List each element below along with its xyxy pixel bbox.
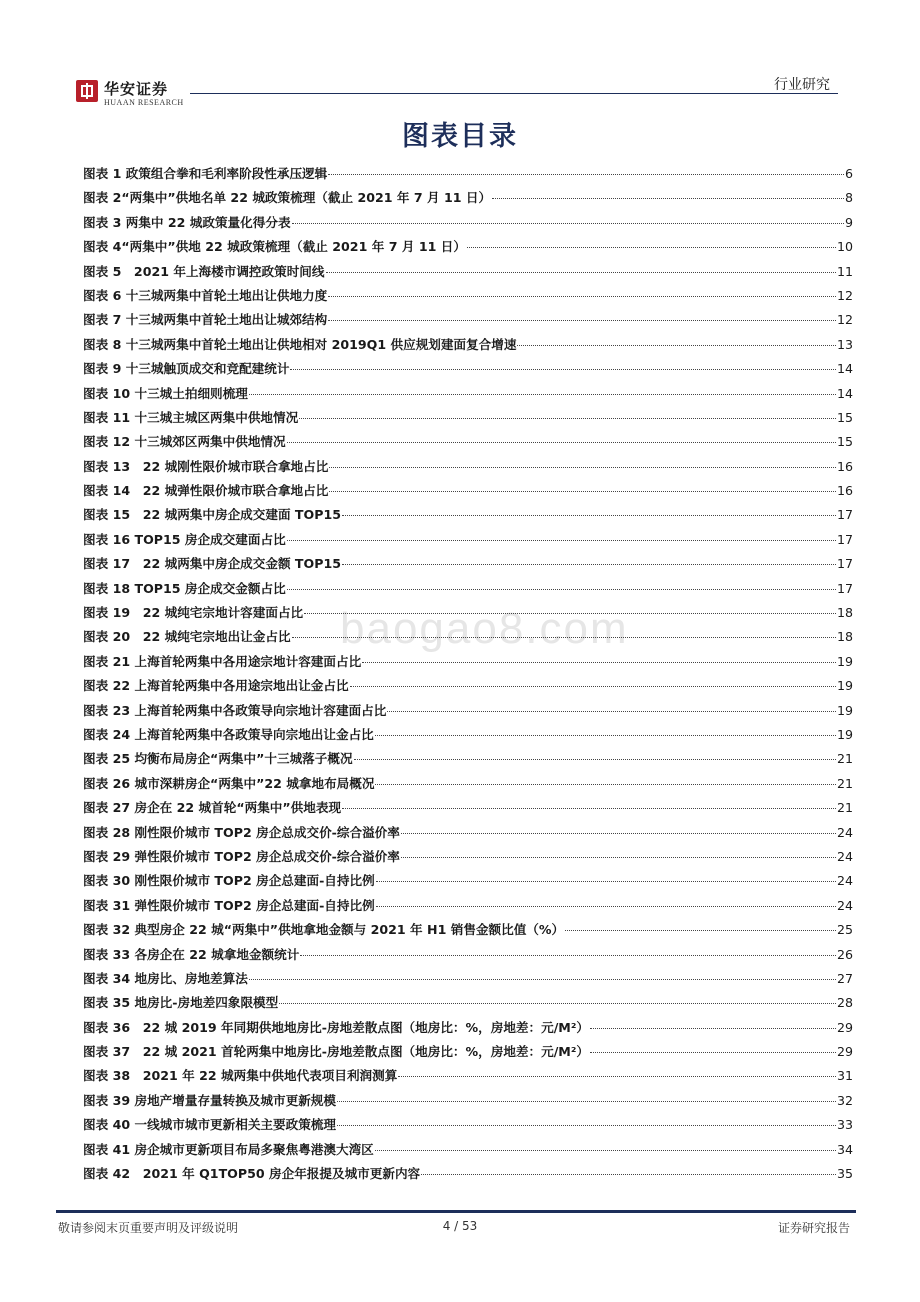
toc-entry[interactable] bbox=[83, 651, 853, 675]
logo-chinese-name: 华安证券 bbox=[104, 80, 169, 98]
toc-leader-dots bbox=[300, 955, 836, 956]
toc-entry-page: 17 bbox=[836, 556, 853, 572]
toc-entry-label: 图表 31 弹性限价城市 TOP2 房企总建面-自持比例 bbox=[83, 897, 375, 913]
toc-entry[interactable] bbox=[83, 163, 853, 187]
toc-entry[interactable] bbox=[83, 822, 853, 846]
toc-entry-label: 图表 14 22 城弹性限价城市联合拿地占比 bbox=[83, 483, 329, 499]
page-number: 4 / 53 bbox=[442, 1219, 478, 1233]
toc-leader-dots bbox=[375, 1150, 836, 1151]
toc-leader-dots bbox=[590, 1028, 836, 1029]
toc-entry-page: 15 bbox=[836, 409, 853, 425]
toc-entry-page: 28 bbox=[836, 995, 853, 1011]
toc-entry-page: 27 bbox=[836, 970, 853, 986]
toc-entry-page: 19 bbox=[836, 678, 853, 694]
toc-entry-page: 32 bbox=[836, 1092, 853, 1108]
toc-entry-page: 24 bbox=[836, 873, 853, 889]
toc-leader-dots bbox=[328, 174, 844, 175]
toc-entry[interactable] bbox=[83, 724, 853, 748]
toc-entry[interactable] bbox=[83, 529, 853, 553]
toc-leader-dots bbox=[350, 686, 836, 687]
toc-entry[interactable] bbox=[83, 675, 853, 699]
toc-entry[interactable] bbox=[83, 797, 853, 821]
table-of-figures bbox=[83, 163, 853, 1187]
toc-entry-page: 12 bbox=[836, 312, 853, 328]
toc-entry-page: 34 bbox=[836, 1141, 853, 1157]
toc-entry-label: 图表 8 十三城两集中首轮土地出让供地相对 2019Q1 供应规划建面复合增速 bbox=[83, 336, 517, 352]
toc-leader-dots bbox=[329, 467, 836, 468]
toc-leader-dots bbox=[467, 247, 836, 248]
toc-leader-dots bbox=[304, 613, 836, 614]
toc-entry-page: 19 bbox=[836, 702, 853, 718]
toc-entry-label: 图表 18 TOP15 房企成交金额占比 bbox=[83, 580, 286, 596]
toc-entry[interactable] bbox=[83, 944, 853, 968]
watermark: baogao8.com bbox=[340, 604, 629, 653]
toc-entry-page: 35 bbox=[836, 1166, 853, 1182]
toc-entry-label: 图表 7 十三城两集中首轮土地出让城郊结构 bbox=[83, 312, 328, 328]
toc-entry-page: 13 bbox=[836, 336, 853, 352]
toc-entry[interactable] bbox=[83, 870, 853, 894]
toc-entry[interactable] bbox=[83, 1114, 853, 1138]
toc-entry[interactable] bbox=[83, 1065, 853, 1089]
toc-entry-label: 图表 2“两集中”供地名单 22 城政策梳理（截止 2021 年 7 月 11 日） bbox=[83, 190, 492, 206]
toc-leader-dots bbox=[328, 296, 836, 297]
toc-leader-dots bbox=[401, 857, 836, 858]
toc-entry-label: 图表 40 一线城市城市更新相关主要政策梳理 bbox=[83, 1117, 336, 1133]
toc-leader-dots bbox=[299, 418, 836, 419]
toc-entry-page: 12 bbox=[836, 287, 853, 303]
toc-leader-dots bbox=[279, 1003, 836, 1004]
toc-entry-page: 18 bbox=[836, 605, 853, 621]
toc-entry-label: 图表 16 TOP15 房企成交建面占比 bbox=[83, 531, 286, 547]
toc-entry-page: 19 bbox=[836, 726, 853, 742]
toc-entry-label: 图表 34 地房比、房地差算法 bbox=[83, 970, 248, 986]
toc-entry[interactable] bbox=[83, 553, 853, 577]
toc-entry-page: 14 bbox=[836, 385, 853, 401]
toc-entry-page: 16 bbox=[836, 458, 853, 474]
toc-entry-page: 21 bbox=[836, 751, 853, 767]
toc-entry[interactable] bbox=[83, 748, 853, 772]
toc-entry[interactable] bbox=[83, 236, 853, 260]
toc-entry[interactable] bbox=[83, 187, 853, 211]
toc-entry[interactable] bbox=[83, 578, 853, 602]
page-header bbox=[0, 0, 920, 110]
toc-entry[interactable] bbox=[83, 602, 853, 626]
toc-entry-label: 图表 6 十三城两集中首轮土地出让供地力度 bbox=[83, 287, 328, 303]
toc-entry[interactable] bbox=[83, 480, 853, 504]
header-divider bbox=[190, 93, 838, 94]
toc-entry-label: 图表 32 典型房企 22 城“两集中”供地拿地金额与 2021 年 H1 销售金额比值（%） bbox=[83, 922, 565, 938]
toc-entry-label: 图表 25 均衡布局房企“两集中”十三城落子概况 bbox=[83, 751, 353, 767]
toc-leader-dots bbox=[290, 369, 836, 370]
toc-leader-dots bbox=[337, 1101, 836, 1102]
toc-entry-page: 24 bbox=[836, 897, 853, 913]
toc-entry-page: 16 bbox=[836, 483, 853, 499]
toc-entry-label: 图表 28 刚性限价城市 TOP2 房企总成交价-综合溢价率 bbox=[83, 824, 400, 840]
toc-entry-page: 19 bbox=[836, 653, 853, 669]
toc-entry[interactable] bbox=[83, 407, 853, 431]
toc-leader-dots bbox=[375, 735, 836, 736]
toc-entry-label: 图表 33 各房企在 22 城拿地金额统计 bbox=[83, 946, 300, 962]
toc-entry[interactable] bbox=[83, 992, 853, 1016]
toc-leader-dots bbox=[287, 442, 836, 443]
footer-report-type: 证券研究报告 bbox=[777, 1221, 850, 1235]
toc-entry-page: 17 bbox=[836, 507, 853, 523]
toc-entry[interactable] bbox=[83, 1090, 853, 1114]
toc-entry-page: 6 bbox=[844, 166, 853, 181]
toc-entry-page: 29 bbox=[836, 1019, 853, 1035]
toc-entry-page: 24 bbox=[836, 848, 853, 864]
toc-leader-dots bbox=[342, 808, 836, 809]
toc-entry-label: 图表 24 上海首轮两集中各政策导向宗地出让金占比 bbox=[83, 726, 374, 742]
toc-leader-dots bbox=[249, 979, 836, 980]
toc-entry-label: 图表 38 2021 年 22 城两集中供地代表项目利润测算 bbox=[83, 1068, 398, 1084]
toc-leader-dots bbox=[292, 223, 844, 224]
toc-leader-dots bbox=[376, 906, 836, 907]
toc-entry-label: 图表 20 22 城纯宅宗地出让金占比 bbox=[83, 629, 291, 645]
toc-leader-dots bbox=[492, 198, 844, 199]
toc-entry-label: 图表 12 十三城郊区两集中供地情况 bbox=[83, 434, 286, 450]
toc-entry-page: 10 bbox=[836, 239, 853, 255]
toc-entry-label: 图表 22 上海首轮两集中各用途宗地出让金占比 bbox=[83, 678, 349, 694]
toc-leader-dots bbox=[362, 662, 836, 663]
section-tag: 行业研究 bbox=[774, 77, 830, 93]
toc-entry-page: 9 bbox=[844, 214, 853, 230]
toc-entry[interactable] bbox=[83, 334, 853, 358]
toc-entry-label: 图表 1 政策组合拳和毛利率阶段性承压逻辑 bbox=[83, 166, 328, 181]
toc-leader-dots bbox=[354, 759, 836, 760]
toc-leader-dots bbox=[421, 1174, 836, 1175]
toc-entry[interactable] bbox=[83, 212, 853, 236]
toc-entry-page: 26 bbox=[836, 946, 853, 962]
toc-entry[interactable] bbox=[83, 1163, 853, 1187]
toc-leader-dots bbox=[329, 491, 836, 492]
toc-entry-page: 14 bbox=[836, 361, 853, 377]
toc-entry-label: 图表 9 十三城触顶成交和竞配建统计 bbox=[83, 361, 290, 377]
footer-divider bbox=[56, 1210, 856, 1213]
toc-entry-label: 图表 41 房企城市更新项目布局多聚焦粤港澳大湾区 bbox=[83, 1141, 374, 1157]
toc-leader-dots bbox=[565, 930, 836, 931]
toc-entry[interactable] bbox=[83, 895, 853, 919]
toc-leader-dots bbox=[342, 564, 836, 565]
toc-entry-label: 图表 19 22 城纯宅宗地计容建面占比 bbox=[83, 605, 304, 621]
toc-entry-page: 17 bbox=[836, 580, 853, 596]
toc-entry[interactable] bbox=[83, 285, 853, 309]
toc-entry-page: 29 bbox=[836, 1044, 853, 1060]
toc-leader-dots bbox=[342, 515, 836, 516]
toc-leader-dots bbox=[387, 711, 836, 712]
toc-entry-page: 24 bbox=[836, 824, 853, 840]
toc-entry-page: 33 bbox=[836, 1117, 853, 1133]
toc-entry-label: 图表 30 刚性限价城市 TOP2 房企总建面-自持比例 bbox=[83, 873, 375, 889]
toc-leader-dots bbox=[517, 345, 836, 346]
toc-entry-label: 图表 10 十三城土拍细则梳理 bbox=[83, 385, 248, 401]
huaan-logo-icon bbox=[76, 80, 98, 102]
toc-entry-label: 图表 29 弹性限价城市 TOP2 房企总成交价-综合溢价率 bbox=[83, 848, 400, 864]
toc-leader-dots bbox=[287, 540, 836, 541]
toc-entry-page: 18 bbox=[836, 629, 853, 645]
toc-leader-dots bbox=[401, 833, 836, 834]
toc-entry-label: 图表 15 22 城两集中房企成交建面 TOP15 bbox=[83, 507, 341, 523]
toc-entry[interactable] bbox=[83, 1139, 853, 1163]
toc-entry[interactable] bbox=[83, 968, 853, 992]
toc-entry-label: 图表 26 城市深耕房企“两集中”22 城拿地布局概况 bbox=[83, 775, 375, 791]
toc-entry-label: 图表 11 十三城主城区两集中供地情况 bbox=[83, 409, 299, 425]
toc-entry-label: 图表 21 上海首轮两集中各用途宗地计容建面占比 bbox=[83, 653, 362, 669]
logo-english-name: HUAAN RESEARCH bbox=[104, 98, 184, 107]
toc-leader-dots bbox=[326, 272, 836, 273]
toc-entry-label: 图表 39 房地产增量存量转换及城市更新规模 bbox=[83, 1092, 336, 1108]
toc-leader-dots bbox=[328, 320, 836, 321]
toc-entry-label: 图表 13 22 城刚性限价城市联合拿地占比 bbox=[83, 458, 329, 474]
toc-entry-page: 8 bbox=[844, 190, 853, 206]
toc-entry[interactable] bbox=[83, 431, 853, 455]
toc-leader-dots bbox=[249, 394, 836, 395]
toc-entry[interactable] bbox=[83, 626, 853, 650]
page-title: 图表目录 bbox=[402, 121, 518, 152]
toc-entry-page: 15 bbox=[836, 434, 853, 450]
footer-disclaimer: 敬请参阅末页重要声明及评级说明 bbox=[58, 1221, 239, 1235]
toc-entry-label: 图表 37 22 城 2021 首轮两集中地房比-房地差散点图（地房比：%，房地差：元/M²） bbox=[83, 1044, 589, 1060]
toc-entry[interactable] bbox=[83, 504, 853, 528]
toc-entry[interactable] bbox=[83, 1017, 853, 1041]
toc-entry[interactable] bbox=[83, 309, 853, 333]
toc-entry-page: 17 bbox=[836, 531, 853, 547]
toc-entry[interactable] bbox=[83, 846, 853, 870]
toc-entry[interactable] bbox=[83, 700, 853, 724]
toc-entry-label: 图表 27 房企在 22 城首轮“两集中”供地表现 bbox=[83, 800, 342, 816]
toc-entry-page: 21 bbox=[836, 800, 853, 816]
toc-entry-label: 图表 3 两集中 22 城政策量化得分表 bbox=[83, 214, 291, 230]
toc-entry-label: 图表 36 22 城 2019 年同期供地地房比-房地差散点图（地房比：%，房地差：元/M²） bbox=[83, 1019, 589, 1035]
toc-entry[interactable] bbox=[83, 358, 853, 382]
toc-entry-page: 11 bbox=[836, 263, 853, 279]
toc-leader-dots bbox=[287, 589, 836, 590]
toc-entry-label: 图表 35 地房比-房地差四象限模型 bbox=[83, 995, 279, 1011]
toc-entry[interactable] bbox=[83, 773, 853, 797]
toc-leader-dots bbox=[337, 1125, 836, 1126]
toc-entry-label: 图表 23 上海首轮两集中各政策导向宗地计容建面占比 bbox=[83, 702, 387, 718]
toc-entry-page: 25 bbox=[836, 922, 853, 938]
toc-leader-dots bbox=[590, 1052, 836, 1053]
toc-leader-dots bbox=[376, 881, 836, 882]
toc-entry[interactable] bbox=[83, 1041, 853, 1065]
toc-leader-dots bbox=[398, 1076, 836, 1077]
toc-leader-dots bbox=[375, 784, 836, 785]
toc-entry-page: 21 bbox=[836, 775, 853, 791]
toc-entry-label: 图表 5 2021 年上海楼市调控政策时间线 bbox=[83, 263, 325, 279]
toc-leader-dots bbox=[292, 637, 836, 638]
toc-entry[interactable] bbox=[83, 456, 853, 480]
toc-entry-label: 图表 42 2021 年 Q1TOP50 房企年报提及城市更新内容 bbox=[83, 1166, 421, 1182]
toc-entry[interactable] bbox=[83, 919, 853, 943]
toc-entry[interactable] bbox=[83, 383, 853, 407]
toc-entry-label: 图表 17 22 城两集中房企成交金额 TOP15 bbox=[83, 556, 341, 572]
toc-entry[interactable] bbox=[83, 261, 853, 285]
toc-entry-label: 图表 4“两集中”供地 22 城政策梳理（截止 2021 年 7 月 11 日） bbox=[83, 239, 466, 255]
toc-entry-page: 31 bbox=[836, 1068, 853, 1084]
